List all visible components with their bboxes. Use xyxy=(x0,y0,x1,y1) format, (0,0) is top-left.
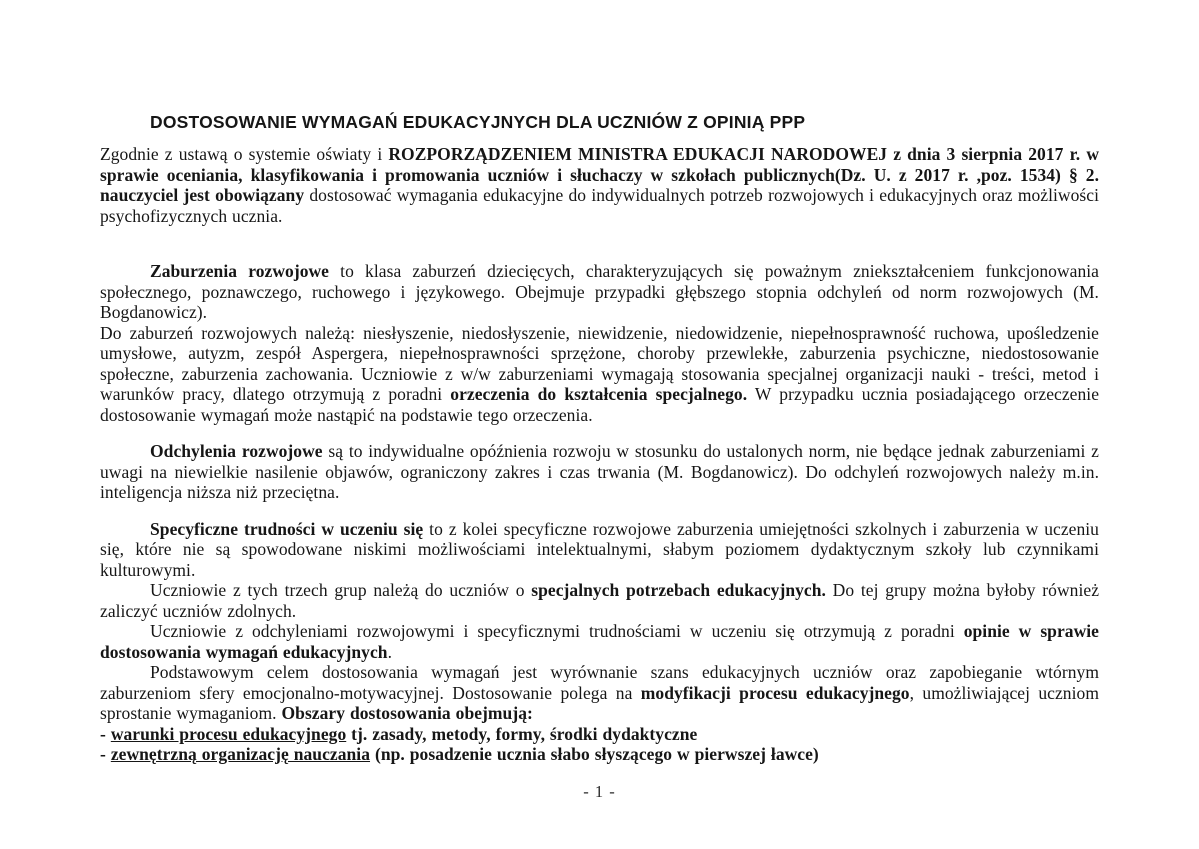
bullet-warunki-procesu xyxy=(100,724,1099,745)
text-run: W przypadku ucznia posiadającego orzeczenie dostosowanie wymagań może nastąpić na podstawie tego orzeczenia. xyxy=(100,384,1100,425)
text-run: , umożliwiającej uczniom sprostanie wymaganiom. xyxy=(100,682,1099,723)
text-run: Odchylenia rozwojowe xyxy=(150,441,323,461)
text-run: opinie w sprawie dostosowania wymagań edukacyjnych xyxy=(100,621,1099,662)
opinie-paragraph xyxy=(100,621,1099,662)
text-run: . xyxy=(387,641,392,662)
text-run: tj. zasady, metody, formy, środki dydaktyczne xyxy=(346,723,698,744)
text-run: - xyxy=(100,744,111,764)
text-run: Zgodnie z ustawą o systemie oświaty i xyxy=(100,144,389,164)
text-run: Zaburzenia rozwojowe xyxy=(150,261,329,281)
text-run: - xyxy=(100,723,111,744)
zaburzenia-rozwojowe-paragraph xyxy=(100,261,1099,323)
text-run: to z kolei specyficzne rozwojowe zaburzenia umiejętności szkolnych i zaburzenia w uczeniu się, które nie są spowodowane niskimi możliwościami intelektualnymi, słabym poziomem dydaktycznym szkoły lub czynnikami kulturowymi. xyxy=(100,518,1099,580)
text-run: są to indywidualne opóźnienia rozwoju w stosunku do ustalonych norm, nie będące jednak zaburzeniami z uwagi na niewielkie nasilenie objawów, ograniczony zakres i czas trwania (M. Bogdanowicz). Do odchyleń rozwojowych należy m.in. inteligencja niższa niż przeciętna. xyxy=(100,441,1099,502)
document-title: DOSTOSOWANIE WYMAGAŃ EDUKACYJNYCH DLA UCZNIÓW Z OPINIĄ PPP xyxy=(150,112,806,132)
page-number: - 1 - xyxy=(583,782,616,801)
text-run: specjalnych potrzebach edukacyjnych. xyxy=(531,580,826,600)
text-run: to klasa zaburzeń dziecięcych, charakteryzujących się poważnym zniekształceniem funkcjonowania społecznego, poznawczego, ruchowego i językowego. Obejmuje przypadki głębszego stopnia odchyleń od norm rozwojowych (M. Bogdanowicz). xyxy=(100,261,1099,322)
odchylenia-rozwojowe-paragraph xyxy=(100,441,1099,503)
text-run: Do tej grupy można byłoby również zaliczyć uczniów zdolnych. xyxy=(100,580,1100,621)
document-body xyxy=(100,144,1099,765)
text-run: (np. posadzenie ucznia słabo słyszącego w pierwszej ławce) xyxy=(370,744,819,764)
text-run: dostosować wymagania edukacyjne do indywidualnych potrzeb rozwojowych i edukacyjnych oraz możliwości psychofizycznych ucznia. xyxy=(100,185,1099,226)
text-run: modyfikacji procesu edukacyjnego xyxy=(640,682,910,703)
text-run: Do zaburzeń rozwojowych należą: niesłyszenie, niedosłyszenie, niewidzenie, niedowidzenie, niepełnosprawność ruchowa, upośledzenie umysłowe, autyzm, zespół Aspergera, niepełnosprawności sprzężone, choroby przewlekłe, zaburzenia psychiczne, niedostosowanie społeczne, zaburzenia zachowania. Uczniowie z w/w zaburzeniami wymagają stosowania specjalnej organizacji nauki - treści, metod i warunków pracy, dlatego otrzymują z poradni xyxy=(100,322,1099,404)
text-run: orzeczenia do kształcenia specjalnego. xyxy=(450,384,748,404)
cel-dostosowania-paragraph xyxy=(100,662,1099,724)
text-run: Specyficzne trudności w uczeniu się xyxy=(150,518,424,539)
zaburzenia-lista-paragraph xyxy=(100,323,1099,426)
intro-paragraph xyxy=(100,144,1099,226)
trzy-grupy-paragraph xyxy=(100,580,1099,621)
text-run: warunki procesu edukacyjnego xyxy=(110,723,347,744)
bullet-zewnetrzna-organizacja xyxy=(100,744,1099,765)
text-run: Podstawowym celem dostosowania wymagań jest wyrównanie szans edukacyjnych uczniów oraz zapobieganie wtórnym zaburzeniom sfery emocjonalno-motywacyjnej. Dostosowanie polega na xyxy=(100,662,1099,703)
text-run: zewnętrzną organizację nauczania xyxy=(110,744,371,764)
specyficzne-trudnosci-paragraph xyxy=(100,519,1099,581)
text-run: ROZPORZĄDZENIEM MINISTRA EDUKACJI NARODOWEJ z dnia 3 sierpnia 2017 r. w sprawie oceniania, klasyfikowania i promowania uczniów i słuchaczy w szkołach publicznych(Dz. U. z 2017 r. ,poz. 1534) § 2. nauczyciel jest obowiązany xyxy=(100,144,1100,205)
text-run: Obszary dostosowania obejmują: xyxy=(281,703,533,723)
text-run: Uczniowie z odchyleniami rozwojowymi i specyficznymi trudnościami w uczeniu się otrzymują z poradni xyxy=(150,621,964,641)
text-run: Uczniowie z tych trzech grup należą do uczniów o xyxy=(150,580,532,600)
